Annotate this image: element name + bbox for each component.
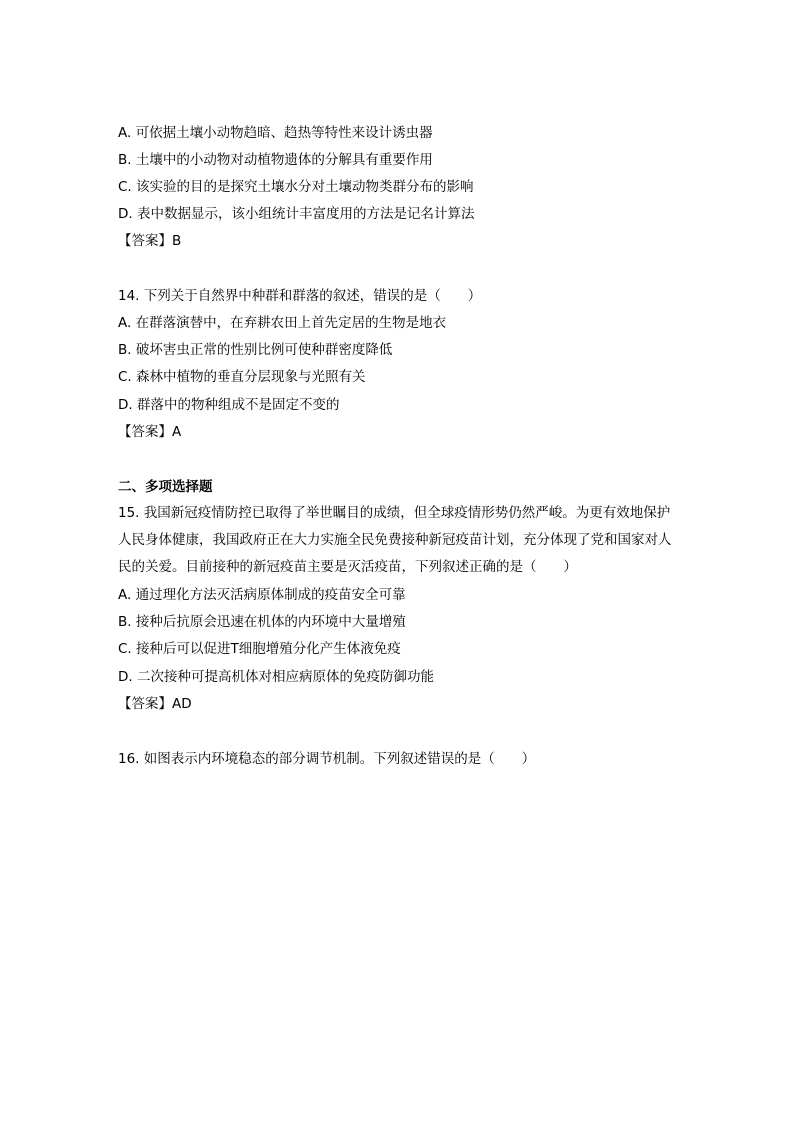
q15-option-d: D. 二次接种可提高机体对相应病原体的免疫防御功能 [118,669,434,685]
q14-option-d: D. 群落中的物种组成不是固定不变的 [118,397,340,413]
q13-answer: 【答案】B [118,233,182,249]
q13-option-d: D. 表中数据显示，该小组统计丰富度用的方法是记名计算法 [118,206,475,222]
q13-option-c: C. 该实验的目的是探究土壤水分对土壤动物类群分布的影响 [118,179,474,195]
q13-option-b: B. 土壤中的小动物对动植物遗体的分解具有重要作用 [118,152,433,168]
q14-option-c: C. 森林中植物的垂直分层现象与光照有关 [118,369,366,385]
q13-option-a: A. 可依据土壤小动物趋暗、趋热等特性来设计诱虫器 [118,125,433,141]
q14-option-a: A. 在群落演替中，在弃耕农田上首先定居的生物是地衣 [118,315,447,331]
q15-option-b: B. 接种后抗原会迅速在机体的内环境中大量增殖 [118,614,406,630]
q15-option-c: C. 接种后可以促进T细胞增殖分化产生体液免疫 [118,641,401,657]
q15-option-a: A. 通过理化方法灭活病原体制成的疫苗安全可靠 [118,587,406,603]
q14-stem: 14. 下列关于自然界中种群和群落的叙述，错误的是（ ） [118,288,482,304]
q15-answer: 【答案】AD [118,696,192,712]
q15-stem: 15. 我国新冠疫情防控已取得了举世瞩目的成绩，但全球疫情形势仍然严峻。为更有效地保护人民身体健康，我国政府正在大力实施全民免费接种新冠疫苗计划，充分体现了党和国家对人民的关爱。目前接种的新冠疫苗主要是灭活疫苗，下列叙述正确的是（ ） [118,505,672,575]
q14-option-b: B. 破坏害虫正常的性别比例可使种群密度降低 [118,342,393,358]
section-heading: 二、多项选择题 [118,479,213,495]
q16-stem: 16. 如图表示内环境稳态的部分调节机制。下列叙述错误的是（ ） [118,751,536,767]
q14-answer: 【答案】A [118,424,182,440]
